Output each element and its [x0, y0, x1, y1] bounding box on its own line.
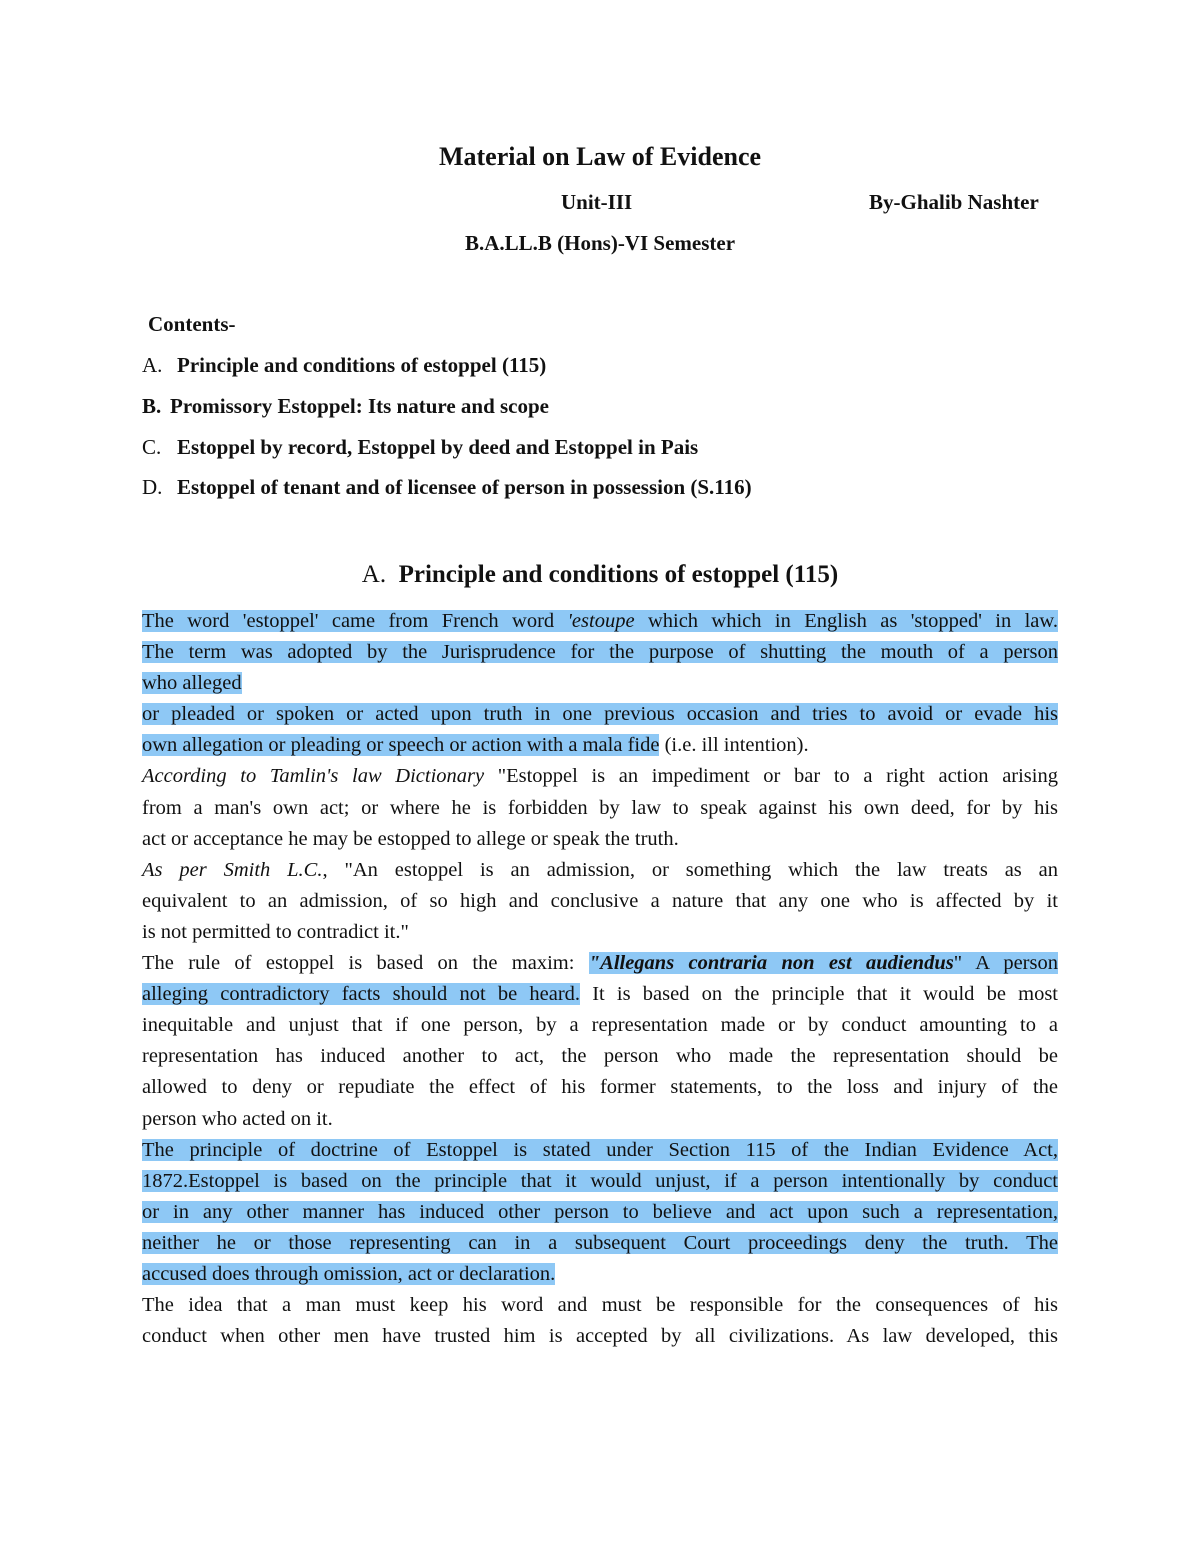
- author-label: By-Ghalib Nashter: [869, 190, 1039, 214]
- text-line: [142, 668, 1058, 699]
- text-line: is not permitted to contradict it.": [142, 920, 409, 943]
- text-line: allowed to deny or repudiate the effect of his former statements, to the loss and injury of the: [142, 1076, 1058, 1099]
- highlight: The word 'estoppel' came from French word 'estoupe which which in English as 'stopped' in law.: [142, 610, 1058, 632]
- text-line: conduct when other men have trusted him is accepted by all civilizations. As law developed, this: [142, 1325, 1058, 1348]
- section-letter: A.: [361, 561, 387, 588]
- text-line: [142, 1228, 1058, 1259]
- text-line: [142, 606, 1058, 637]
- citation: As per Smith L.C.: [142, 858, 323, 881]
- highlight: alleging contradictory facts should not be heard.: [142, 983, 581, 1006]
- text-line: inequitable and unjust that if one person, by a representation made or by conduct amounting to a: [142, 1014, 1058, 1037]
- highlight: 1872.Estoppel is based on the principle that it would unjust, if a person intentionally by conduct: [142, 1169, 1058, 1192]
- toc-text: Estoppel by record, Estoppel by deed and Estoppel in Pais: [177, 435, 699, 459]
- text-line: The rule of estoppel is based on the maxim: "Allegans contraria non est audiendus" A person: [142, 952, 1058, 975]
- text-line: [142, 1259, 1058, 1290]
- highlight: or in any other manner has induced other person to believe and act upon such a representation,: [142, 1200, 1058, 1223]
- highlight: who alleged: [142, 672, 242, 695]
- toc-text: Principle and conditions of estoppel (115): [177, 353, 547, 377]
- toc-item-d: [142, 475, 752, 500]
- document-title: Material on Law of Evidence: [438, 142, 762, 171]
- text-line: [142, 1197, 1058, 1228]
- toc-text: Estoppel of tenant and of licensee of person in possession (S.116): [177, 475, 752, 499]
- text-line: The idea that a man must keep his word and must be responsible for the consequences of his: [142, 1294, 1058, 1317]
- text-line: [142, 637, 1058, 668]
- maxim: "Allegans contraria non est audiendus: [588, 952, 954, 975]
- highlight: "Allegans contraria non est audiendus" A person: [588, 952, 1058, 975]
- highlight: The term was adopted by the Jurisprudence for the purpose of shutting the mouth of a person: [142, 641, 1058, 664]
- body-text: [142, 606, 1058, 1352]
- toc-item-a: [142, 353, 546, 378]
- highlight: or pleaded or spoken or acted upon truth in one previous occasion and tries to avoid or evade his: [142, 703, 1058, 726]
- highlight: The principle of doctrine of Estoppel is stated under Section 115 of the Indian Evidence Act,: [142, 1138, 1058, 1161]
- toc-letter: A.: [142, 353, 163, 377]
- unit-label: Unit-III: [561, 190, 633, 214]
- text-line: [142, 699, 1058, 730]
- section-title: Principle and conditions of estoppel (115): [398, 561, 839, 588]
- contents-heading: Contents-: [148, 312, 236, 336]
- toc-letter: B.: [142, 394, 162, 418]
- toc-letter: D.: [142, 475, 163, 499]
- text-line: As per Smith L.C., "An estoppel is an admission, or something which the law treats as an: [142, 858, 1058, 881]
- text-line: equivalent to an admission, of so high and conclusive a nature that any one who is affected by it: [142, 889, 1058, 912]
- toc-item-b: [142, 394, 549, 419]
- highlight: neither he or those representing can in a subsequent Court proceedings deny the truth. The: [142, 1231, 1058, 1254]
- toc-text: Promissory Estoppel: Its nature and scope: [170, 394, 549, 418]
- semester-label: B.A.LL.B (Hons)-VI Semester: [464, 231, 736, 255]
- text-line: According to Tamlin's law Dictionary "Estoppel is an impediment or bar to a right action arising: [142, 765, 1058, 788]
- text-line: own allegation or pleading or speech or action with a mala fide (i.e. ill intention).: [142, 734, 809, 757]
- text-line: representation has induced another to act, the person who made the representation should be: [142, 1045, 1058, 1068]
- toc-letter: C.: [142, 435, 162, 459]
- highlight: accused does through omission, act or declaration.: [142, 1262, 556, 1285]
- text-line: [142, 1135, 1058, 1166]
- text-line: person who acted on it.: [142, 1107, 333, 1130]
- highlight: own allegation or pleading or speech or action with a mala fide: [142, 734, 660, 757]
- text-line: [142, 1166, 1058, 1197]
- text-line: act or acceptance he may be estopped to allege or speak the truth.: [142, 827, 679, 850]
- section-a-heading: [0, 561, 1200, 589]
- text-line: alleging contradictory facts should not be heard. It is based on the principle that it would be most: [142, 983, 1058, 1006]
- toc-item-c: [142, 435, 698, 460]
- text-line: from a man's own act; or where he is forbidden by law to speak against his own deed, for by his: [142, 796, 1058, 819]
- citation: According to Tamlin's law Dictionary: [142, 765, 485, 788]
